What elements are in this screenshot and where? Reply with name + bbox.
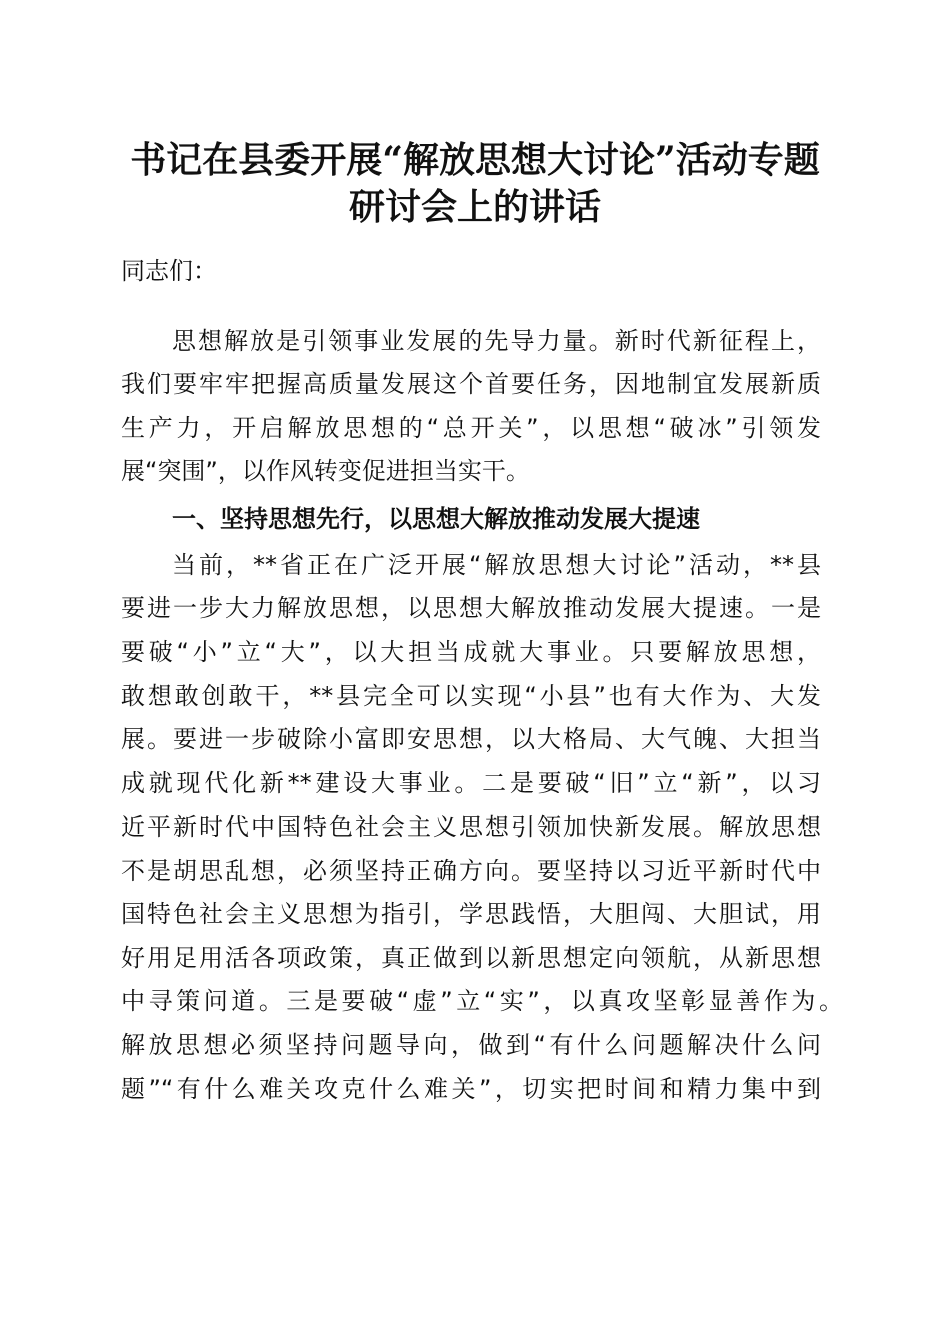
- section-1-line-2: 要进一步大力解放思想，以思想大解放推动发展大提速。一是: [121, 594, 821, 622]
- section-1-line-3: 要破“小”立“大”，以大担当成就大事业。只要解放思想，: [121, 638, 821, 666]
- section-1-line-1: 当前，**省正在广泛开展“解放思想大讨论”活动，**县: [172, 551, 821, 579]
- document-title-line-2: 研讨会上的讲话: [348, 186, 601, 228]
- section-1-line-10: 好用足用活各项政策，真正做到以新思想定向领航，从新思想: [121, 944, 821, 972]
- section-1-line-4: 敢想敢创敢干，**县完全可以实现“小县”也有大作为、大发: [121, 682, 821, 710]
- section-1-line-6: 成就现代化新**建设大事业。二是要破“旧”立“新”，以习: [121, 769, 821, 797]
- salutation: 同志们：: [121, 257, 217, 285]
- section-1-line-7: 近平新时代中国特色社会主义思想引领加快新发展。解放思想: [121, 813, 821, 841]
- section-1-line-11: 中寻策问道。三是要破“虚”立“实”，以真攻坚彰显善作为。: [121, 987, 843, 1015]
- section-1-line-13: 题”“有什么难关攻克什么难关”，切实把时间和精力集中到: [121, 1075, 821, 1103]
- section-1-line-12: 解放思想必须坚持问题导向，做到“有什么问题解决什么问: [121, 1031, 821, 1059]
- section-1-line-8: 不是胡思乱想，必须坚持正确方向。要坚持以习近平新时代中: [121, 857, 821, 885]
- section-1-line-5: 展。要进一步破除小富即安思想，以大格局、大气魄、大担当: [121, 725, 821, 753]
- document-title-line-1: 书记在县委开展“解放思想大讨论”活动专题: [130, 139, 820, 181]
- section-1-line-9: 国特色社会主义思想为指引，学思践悟，大胆闯、大胆试，用: [121, 900, 821, 928]
- intro-line-4: 展“突围”，以作风转变促进担当实干。: [121, 457, 530, 485]
- intro-line-1: 思想解放是引领事业发展的先导力量。新时代新征程上，: [172, 327, 821, 355]
- intro-line-3: 生产力，开启解放思想的“总开关”，以思想“破冰”引领发: [121, 414, 821, 442]
- section-1-heading: 一、坚持思想先行，以思想大解放推动发展大提速: [172, 505, 700, 533]
- intro-line-2: 我们要牢牢把握高质量发展这个首要任务，因地制宜发展新质: [121, 370, 821, 398]
